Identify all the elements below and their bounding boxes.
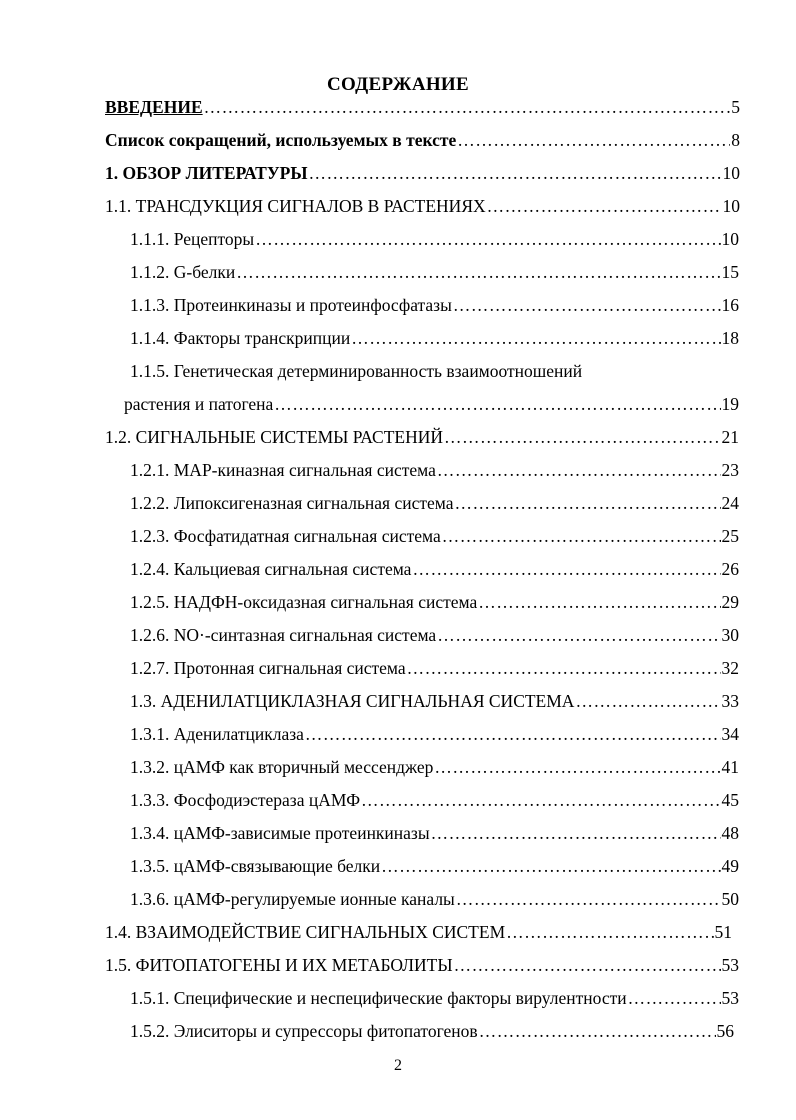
toc-entry-label: 1.1. ТРАНСДУКЦИЯ СИГНАЛОВ В РАСТЕНИЯХ: [105, 196, 486, 216]
toc-entry: [130, 723, 739, 745]
toc-entry-label: 1.3.4. цАМФ-зависимые протеинкиназы: [130, 823, 430, 843]
toc-entry-page: 50: [721, 889, 739, 909]
toc-leader-dots: [274, 393, 720, 415]
toc-entry-page: 45: [721, 790, 739, 810]
toc-entry-label: 1.3.5. цАМФ-связывающие белки: [130, 856, 381, 876]
toc-leader-dots: [351, 327, 720, 349]
toc-entry-page: 15: [721, 262, 739, 282]
toc-entry: [130, 690, 739, 712]
toc-entry: [124, 393, 739, 415]
toc-entry: [130, 558, 739, 580]
toc-entry-label: 1. ОБЗОР ЛИТЕРАТУРЫ: [105, 163, 308, 183]
toc-entry-label: 1.1.5. Генетическая детерминированность взаимоотношений: [130, 361, 583, 381]
toc-entry: [130, 1020, 734, 1042]
toc-entry-page: 5: [731, 97, 740, 117]
toc-leader-dots: [407, 657, 721, 679]
toc-entry-label: 1.3.2. цАМФ как вторичный мессенджер: [130, 757, 434, 777]
toc-entry-page: 21: [721, 427, 739, 447]
toc-entry-label: 1.1.2. G-белки: [130, 262, 236, 282]
toc-entry: [130, 789, 739, 811]
toc-entry: [105, 426, 739, 448]
toc-leader-dots: [455, 492, 721, 514]
toc-entry: [130, 624, 739, 646]
toc-entry-page: 19: [721, 394, 739, 414]
toc-leader-dots: [628, 987, 721, 1009]
toc-entry-label: 1.5. ФИТОПАТОГЕНЫ И ИХ МЕТАБОЛИТЫ: [105, 955, 453, 975]
toc-entry: [105, 129, 740, 151]
toc-entry-label: Список сокращений, используемых в тексте: [105, 130, 457, 150]
toc-leader-dots: [437, 624, 720, 646]
toc-entry-page: 34: [721, 724, 739, 744]
toc-entry-page: 30: [721, 625, 739, 645]
toc-leader-dots: [381, 855, 720, 877]
toc-entry-label: 1.3.3. Фосфодиэстераза цАМФ: [130, 790, 361, 810]
toc-entry-page: 18: [721, 328, 739, 348]
toc-entry-label: 1.1.4. Факторы транскрипции: [130, 328, 351, 348]
toc-entry-page: 8: [731, 130, 740, 150]
toc-entry-label: 1.5.2. Элиситоры и супрессоры фитопатогенов: [130, 1021, 478, 1041]
page-number: 2: [394, 1057, 402, 1074]
toc-entry-page: 41: [721, 757, 739, 777]
toc-leader-dots: [506, 921, 713, 943]
toc-entry-page: 32: [721, 658, 739, 678]
toc-entry-label: 1.3.6. цАМФ-регулируемые ионные каналы: [130, 889, 455, 909]
toc-entry: [105, 96, 740, 118]
toc-entry-page: 26: [721, 559, 739, 579]
toc-leader-dots: [575, 690, 720, 712]
toc-entry-page: 29: [721, 592, 739, 612]
toc-entry-label: 1.2.1. МАР-киназная сигнальная система: [130, 460, 436, 480]
toc-entry: [130, 657, 739, 679]
toc-entry-label: растения и патогена: [124, 394, 274, 414]
toc-entry-page: 23: [721, 460, 739, 480]
toc-entry-label: 1.2.3. Фосфатидатная сигнальная система: [130, 526, 441, 546]
toc-entry-label: 1.1.3. Протеинкиназы и протеинфосфатазы: [130, 295, 452, 315]
toc-entry-label: 1.2.4. Кальциевая сигнальная система: [130, 559, 412, 579]
toc-leader-dots: [453, 294, 721, 316]
toc-leader-dots: [487, 195, 722, 217]
toc-entry-page: 53: [721, 955, 739, 975]
toc-entry-page: 56: [716, 1021, 734, 1041]
toc-entry: [130, 987, 739, 1009]
page-title: СОДЕРЖАНИЕ: [327, 74, 469, 95]
toc-entry-label: 1.3.1. Аденилатциклаза: [130, 724, 304, 744]
toc-leader-dots: [478, 591, 720, 613]
toc-entry-page: 16: [721, 295, 739, 315]
toc-entry: [130, 327, 739, 349]
toc-entry: [130, 756, 739, 778]
toc-leader-dots: [204, 96, 731, 118]
toc-leader-dots: [309, 162, 722, 184]
toc-entry-page: 51: [714, 922, 732, 942]
toc-entry-page: 10: [722, 163, 740, 183]
toc-entry-page: 48: [721, 823, 739, 843]
toc-entry: [130, 525, 739, 547]
toc-leader-dots: [479, 1020, 716, 1042]
toc-entry-label: 1.5.1. Специфические и неспецифические факторы вирулентности: [130, 988, 627, 1008]
toc-entry: [105, 921, 732, 943]
toc-leader-dots: [444, 426, 721, 448]
toc-entry: [130, 459, 739, 481]
toc-leader-dots: [437, 459, 721, 481]
toc-entry-page: 53: [721, 988, 739, 1008]
toc-leader-dots: [442, 525, 721, 547]
toc-entry-label: 1.4. ВЗАИМОДЕЙСТВИЕ СИГНАЛЬНЫХ СИСТЕМ: [105, 922, 506, 942]
toc-entry: [105, 195, 740, 217]
toc-entry-page: 10: [722, 196, 740, 216]
toc-leader-dots: [255, 228, 720, 250]
toc-entry: [130, 261, 739, 283]
toc-leader-dots: [236, 261, 720, 283]
toc-entry: [130, 822, 739, 844]
toc-leader-dots: [454, 954, 721, 976]
toc-leader-dots: [431, 822, 721, 844]
toc-entry-label: 1.2. СИГНАЛЬНЫЕ СИСТЕМЫ РАСТЕНИЙ: [105, 427, 443, 447]
toc-entry-page: 49: [721, 856, 739, 876]
toc-entry: [130, 888, 739, 910]
toc-entry: [105, 162, 740, 184]
toc-entry-label: ВВЕДЕНИЕ: [105, 97, 203, 117]
toc-entry-label: 1.1.1. Рецепторы: [130, 229, 255, 249]
toc-entry: [130, 294, 739, 316]
toc-entry-page: 24: [721, 493, 739, 513]
toc-leader-dots: [456, 888, 721, 910]
toc-entry-label: 1.2.2. Липоксигеназная сигнальная система: [130, 493, 454, 513]
toc-leader-dots: [457, 129, 730, 151]
toc-leader-dots: [412, 558, 720, 580]
toc-entry-label: 1.2.6. NO·-синтазная сигнальная система: [130, 625, 437, 645]
toc-entry-page: 10: [721, 229, 739, 249]
toc-entry: [130, 492, 739, 514]
toc-entry-label: 1.3. АДЕНИЛАТЦИКЛАЗНАЯ СИГНАЛЬНАЯ СИСТЕМА: [130, 691, 575, 711]
toc-entry-label: 1.2.5. НАДФН-оксидазная сигнальная система: [130, 592, 478, 612]
toc-entry: [130, 591, 739, 613]
toc-entry: [105, 954, 739, 976]
toc-leader-dots: [305, 723, 721, 745]
toc-entry: [130, 855, 739, 877]
toc-entry-page: 25: [721, 526, 739, 546]
toc-leader-dots: [434, 756, 720, 778]
toc-entry-label: 1.2.7. Протонная сигнальная система: [130, 658, 406, 678]
toc-leader-dots: [361, 789, 720, 811]
toc-entry: [130, 228, 739, 250]
toc-entry-page: 33: [721, 691, 739, 711]
